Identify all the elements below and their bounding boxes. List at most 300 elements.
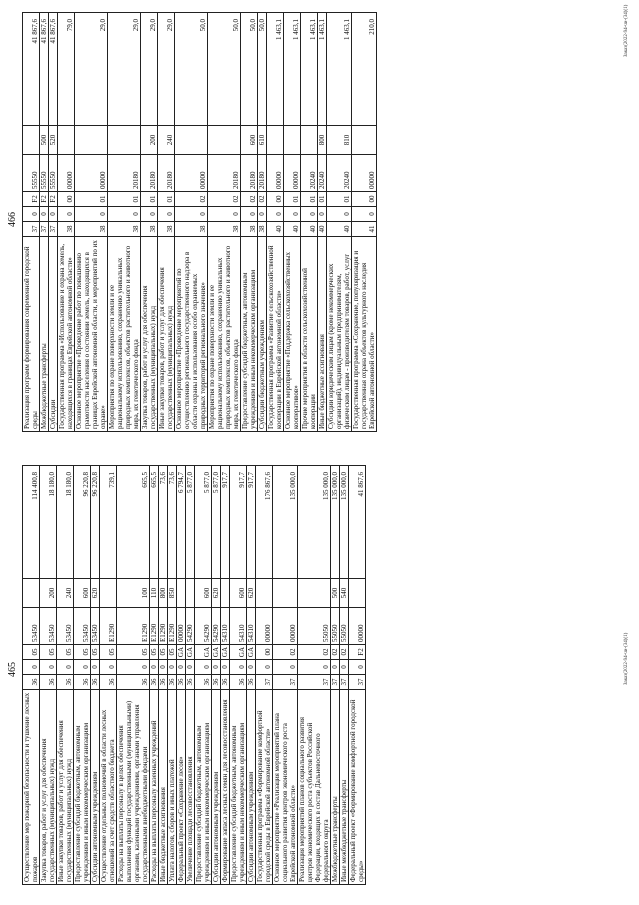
amount: 917,7 bbox=[230, 466, 247, 579]
program-code: 38 bbox=[258, 222, 267, 237]
amount: 73,6 bbox=[168, 466, 177, 579]
amount: 1 463,1 bbox=[301, 13, 318, 126]
program-code: 37 bbox=[49, 222, 58, 237]
expense-type: 200 bbox=[141, 126, 158, 155]
table-row bbox=[301, 13, 318, 432]
amount: 96 220,8 bbox=[74, 466, 91, 579]
target-code: 55050 bbox=[331, 608, 340, 645]
page-footer: Заказ(2022-94-чи-(34)(1) bbox=[624, 632, 629, 685]
table-row bbox=[168, 466, 177, 885]
table-row bbox=[186, 466, 195, 885]
direction-code: 05 bbox=[91, 645, 100, 660]
row-name: Основное мероприятие «Поддержка сельскохозяйственных кооперативов» bbox=[284, 237, 301, 432]
target-code: 55550 bbox=[23, 155, 40, 192]
expense-type bbox=[108, 126, 141, 155]
amount: 79,0 bbox=[58, 13, 75, 126]
direction-code: 00 bbox=[352, 192, 377, 207]
table-row bbox=[349, 466, 366, 885]
target-code: 00000 bbox=[175, 155, 208, 192]
amount: 41 867,6 bbox=[349, 466, 366, 579]
amount: 5 877,0 bbox=[186, 466, 195, 579]
table-row bbox=[23, 466, 40, 885]
direction-code: 05 bbox=[117, 645, 150, 660]
expense-type bbox=[256, 579, 273, 608]
table-row bbox=[58, 13, 75, 432]
amount: 210,0 bbox=[352, 13, 377, 126]
row-name: Увеличение площади лесовосстановления bbox=[186, 690, 195, 885]
subprogram-code: 0 bbox=[23, 660, 40, 675]
expense-type bbox=[23, 579, 40, 608]
table-row bbox=[40, 466, 57, 885]
subprogram-code: 0 bbox=[247, 660, 256, 675]
target-code: 55050 bbox=[298, 608, 331, 645]
program-code: 36 bbox=[186, 675, 195, 690]
program-code: 36 bbox=[74, 675, 91, 690]
direction-code: GA bbox=[230, 645, 247, 660]
subprogram-code: 0 bbox=[175, 207, 208, 222]
direction-code: 02 bbox=[340, 645, 349, 660]
table-row bbox=[40, 13, 49, 432]
direction-code: 01 bbox=[318, 192, 327, 207]
subprogram-code: 0 bbox=[273, 660, 298, 675]
direction-code: F2 bbox=[40, 192, 49, 207]
subprogram-code: 0 bbox=[349, 660, 366, 675]
row-name: Основное мероприятие «Проведение работ по повышению грамотности населения о состоянии земель, находящихся в границах Еврейской автономной области, и мероприятий по их охране» bbox=[75, 237, 108, 432]
table-row bbox=[230, 466, 247, 885]
expense-type bbox=[75, 126, 108, 155]
expense-type: 520 bbox=[49, 126, 58, 155]
amount: 41 867,6 bbox=[40, 13, 49, 126]
direction-code: 01 bbox=[284, 192, 301, 207]
row-name: Предоставление субсидий бюджетным, автономным учреждениям и иным некоммерческим организациям bbox=[241, 237, 258, 432]
program-code: 37 bbox=[349, 675, 366, 690]
program-code: 40 bbox=[301, 222, 318, 237]
target-code: 54290 bbox=[212, 608, 221, 645]
direction-code: 00 bbox=[58, 192, 75, 207]
expense-type: 600 bbox=[195, 579, 212, 608]
direction-code: F2 bbox=[23, 192, 40, 207]
table-row bbox=[284, 13, 301, 432]
row-name: Предоставление субсидий бюджетным, автономным учреждениям и иным некоммерческим организациям bbox=[195, 690, 212, 885]
target-code: 20180 bbox=[141, 155, 158, 192]
amount: 18 180,0 bbox=[40, 466, 57, 579]
table-row bbox=[177, 466, 186, 885]
expense-type bbox=[186, 579, 195, 608]
expense-type: 800 bbox=[159, 579, 168, 608]
amount: 1 463,1 bbox=[267, 13, 284, 126]
amount: 73,6 bbox=[159, 466, 168, 579]
amount: 1 463,1 bbox=[318, 13, 327, 126]
subprogram-code: 0 bbox=[331, 660, 340, 675]
target-code: 54310 bbox=[230, 608, 247, 645]
amount: 29,0 bbox=[158, 13, 175, 126]
row-name: Иные бюджетные ассигнования bbox=[318, 237, 327, 432]
table-row bbox=[258, 13, 267, 432]
amount: 50,0 bbox=[241, 13, 258, 126]
row-name: Расходы на выплаты персоналу казенных учреждений bbox=[150, 690, 159, 885]
direction-code: 00 bbox=[267, 192, 284, 207]
direction-code: GA bbox=[186, 645, 195, 660]
subprogram-code: 0 bbox=[195, 660, 212, 675]
subprogram-code: 0 bbox=[284, 207, 301, 222]
table-row bbox=[175, 13, 208, 432]
amount: 50,0 bbox=[258, 13, 267, 126]
expense-type bbox=[267, 126, 284, 155]
target-code: 00000 bbox=[256, 608, 273, 645]
program-code: 40 bbox=[327, 222, 352, 237]
table-row bbox=[108, 13, 141, 432]
table-row bbox=[91, 466, 100, 885]
direction-code: 01 bbox=[108, 192, 141, 207]
direction-code: 02 bbox=[331, 645, 340, 660]
amount: 917,7 bbox=[247, 466, 256, 579]
direction-code: F2 bbox=[349, 645, 366, 660]
amount: 917,7 bbox=[221, 466, 230, 579]
row-name: Государственная программа «Формирование комфортной городской среды в Еврейской автономной области» bbox=[256, 690, 273, 885]
direction-code: 01 bbox=[158, 192, 175, 207]
table-row bbox=[49, 13, 58, 432]
row-name: Субсидии bbox=[49, 237, 58, 432]
target-code: 54310 bbox=[247, 608, 256, 645]
row-name: Субсидии автономным учреждениям bbox=[212, 690, 221, 885]
row-name: Иные межбюджетные трансферты bbox=[340, 690, 349, 885]
amount: 29,0 bbox=[75, 13, 108, 126]
subprogram-code: 0 bbox=[168, 660, 177, 675]
row-name: Основное мероприятие «Реализация мероприятий плана социального развития центров экономического роста Еврейской автономной области» bbox=[273, 690, 298, 885]
expense-type: 500 bbox=[331, 579, 340, 608]
subprogram-code: 0 bbox=[258, 207, 267, 222]
row-name: Государственная программа «Развитие сельскохозяйственной кооперации в Еврейской автономной области» bbox=[267, 237, 284, 432]
table-row bbox=[208, 13, 241, 432]
subprogram-code: 0 bbox=[150, 660, 159, 675]
expense-type: 850 bbox=[168, 579, 177, 608]
program-code: 38 bbox=[58, 222, 75, 237]
amount: 96 220,8 bbox=[91, 466, 100, 579]
subprogram-code: 0 bbox=[318, 207, 327, 222]
subprogram-code: 0 bbox=[49, 207, 58, 222]
expense-type: 110 bbox=[150, 579, 159, 608]
row-name: Федеральный проект «Сохранение лесов» bbox=[177, 690, 186, 885]
target-code: 00000 bbox=[267, 155, 284, 192]
row-name: Реализация программ формирования современной городской среды bbox=[23, 237, 40, 432]
table-row bbox=[141, 13, 158, 432]
page-466 bbox=[0, 0, 639, 452]
program-code: 36 bbox=[168, 675, 177, 690]
table-row bbox=[340, 466, 349, 885]
target-code: 20180 bbox=[241, 155, 258, 192]
program-code: 36 bbox=[177, 675, 186, 690]
direction-code: 02 bbox=[208, 192, 241, 207]
program-code: 38 bbox=[108, 222, 141, 237]
table-row bbox=[327, 13, 352, 432]
target-code: 20180 bbox=[258, 155, 267, 192]
table-row bbox=[352, 13, 377, 432]
table-row bbox=[195, 466, 212, 885]
target-code: 20180 bbox=[208, 155, 241, 192]
expense-type: 620 bbox=[212, 579, 221, 608]
row-name: Формирование запаса лесных семян для лесовосстановления bbox=[221, 690, 230, 885]
amount: 29,0 bbox=[141, 13, 158, 126]
amount: 18 180,0 bbox=[57, 466, 74, 579]
target-code: 55550 bbox=[40, 155, 49, 192]
program-code: 40 bbox=[318, 222, 327, 237]
page-number: 466 bbox=[7, 212, 18, 227]
row-name: Государственная программа «Сохранение, популяризация и государственная охрана объектов культурного наследия Еврейской автономной области» bbox=[352, 237, 377, 432]
expense-type: 240 bbox=[57, 579, 74, 608]
subprogram-code: 0 bbox=[340, 660, 349, 675]
direction-code: GA bbox=[247, 645, 256, 660]
subprogram-code: 0 bbox=[40, 660, 57, 675]
target-code: 53450 bbox=[74, 608, 91, 645]
budget-table-right bbox=[22, 12, 377, 432]
target-code: 53450 bbox=[91, 608, 100, 645]
target-code: E1290 bbox=[150, 608, 159, 645]
row-name: Предоставление субсидий бюджетным, автономным учреждениям и иным некоммерческим организациям bbox=[230, 690, 247, 885]
amount: 176 867,6 bbox=[256, 466, 273, 579]
expense-type: 100 bbox=[117, 579, 150, 608]
subprogram-code: 0 bbox=[221, 660, 230, 675]
expense-type: 800 bbox=[318, 126, 327, 155]
subprogram-code: 0 bbox=[158, 207, 175, 222]
row-name: Субсидии бюджетным учреждениям bbox=[258, 237, 267, 432]
program-code: 36 bbox=[23, 675, 40, 690]
expense-type: 500 bbox=[40, 126, 49, 155]
expense-type bbox=[352, 126, 377, 155]
expense-type: 620 bbox=[247, 579, 256, 608]
amount: 135 000,0 bbox=[340, 466, 349, 579]
program-code: 40 bbox=[267, 222, 284, 237]
subprogram-code: 0 bbox=[100, 660, 117, 675]
row-name: Мероприятия по охране поверхности земли и ее рациональному использованию, сохранению уникальных природных комплексов, объектов растительного и животного мира, их генетического фонда bbox=[208, 237, 241, 432]
amount: 41 867,6 bbox=[23, 13, 40, 126]
expense-type bbox=[177, 579, 186, 608]
expense-type: 810 bbox=[327, 126, 352, 155]
program-code: 38 bbox=[175, 222, 208, 237]
program-code: 36 bbox=[247, 675, 256, 690]
table-row bbox=[247, 466, 256, 885]
subprogram-code: 0 bbox=[352, 207, 377, 222]
amount: 50,0 bbox=[175, 13, 208, 126]
row-name: Мероприятия по охране поверхности земли и ее рациональному использованию, сохранению уникальных природных комплексов, объектов растительного и животного мира, их генетического фонда bbox=[108, 237, 141, 432]
subprogram-code: 0 bbox=[40, 207, 49, 222]
subprogram-code: 0 bbox=[75, 207, 108, 222]
direction-code: 02 bbox=[241, 192, 258, 207]
amount: 665,5 bbox=[150, 466, 159, 579]
subprogram-code: 0 bbox=[256, 660, 273, 675]
direction-code: 05 bbox=[150, 645, 159, 660]
target-code: 20240 bbox=[301, 155, 318, 192]
expense-type bbox=[221, 579, 230, 608]
row-name: Государственная программа «Использование и охрана земель, находящихся в границах Еврейской автономной области» bbox=[58, 237, 75, 432]
direction-code: 01 bbox=[75, 192, 108, 207]
table-row bbox=[331, 466, 340, 885]
row-name: Предоставление субсидий бюджетным, автономным учреждениям и иным некоммерческим организациям bbox=[74, 690, 91, 885]
direction-code: 05 bbox=[40, 645, 57, 660]
row-name: Федеральный проект «Формирование комфортной городской среды» bbox=[349, 690, 366, 885]
amount: 135 000,0 bbox=[273, 466, 298, 579]
amount: 41 867,6 bbox=[49, 13, 58, 126]
expense-type: 610 bbox=[258, 126, 267, 155]
table-row bbox=[212, 466, 221, 885]
amount: 29,0 bbox=[108, 13, 141, 126]
target-code: 55050 bbox=[340, 608, 349, 645]
subprogram-code: 0 bbox=[91, 660, 100, 675]
target-code: 53450 bbox=[57, 608, 74, 645]
subprogram-code: 0 bbox=[208, 207, 241, 222]
target-code: 00000 bbox=[58, 155, 75, 192]
target-code: 00000 bbox=[75, 155, 108, 192]
program-code: 36 bbox=[117, 675, 150, 690]
subprogram-code: 0 bbox=[301, 207, 318, 222]
amount: 665,5 bbox=[117, 466, 150, 579]
row-name: Осуществление мер пожарной безопасности и тушение лесных пожаров bbox=[23, 690, 40, 885]
row-name: Закупка товаров, работ и услуг для обеспечения государственных (муниципальных) нужд bbox=[141, 237, 158, 432]
program-code: 36 bbox=[159, 675, 168, 690]
expense-type bbox=[208, 126, 241, 155]
target-code: 55550 bbox=[49, 155, 58, 192]
row-name: Осуществление отдельных полномочий в области лесных отношений за счет средств областного бюджета bbox=[100, 690, 117, 885]
program-code: 40 bbox=[284, 222, 301, 237]
program-code: 36 bbox=[230, 675, 247, 690]
table-row bbox=[158, 13, 175, 432]
direction-code: 05 bbox=[23, 645, 40, 660]
expense-type bbox=[100, 579, 117, 608]
expense-type bbox=[349, 579, 366, 608]
table-row bbox=[241, 13, 258, 432]
row-name: Расходы на выплаты персоналу в целях обеспечения выполнения функций государственными (муниципальными) органами, казенными учреждениями, органами управления государственными внебюджетными фондами bbox=[117, 690, 150, 885]
expense-type bbox=[273, 579, 298, 608]
page-465 bbox=[0, 453, 639, 905]
target-code: 54290 bbox=[186, 608, 195, 645]
program-code: 38 bbox=[75, 222, 108, 237]
amount: 6 794,7 bbox=[177, 466, 186, 579]
program-code: 36 bbox=[212, 675, 221, 690]
amount: 1 463,1 bbox=[284, 13, 301, 126]
program-code: 38 bbox=[208, 222, 241, 237]
expense-type: 600 bbox=[241, 126, 258, 155]
program-code: 36 bbox=[57, 675, 74, 690]
table-row bbox=[298, 466, 331, 885]
row-name: Межбюджетные трансферты bbox=[331, 690, 340, 885]
table-row bbox=[117, 466, 150, 885]
target-code: 00000 bbox=[349, 608, 366, 645]
direction-code: 02 bbox=[273, 645, 298, 660]
subprogram-code: 0 bbox=[141, 207, 158, 222]
table-row bbox=[256, 466, 273, 885]
row-name: Иные закупки товаров, работ и услуг для обеспечения государственных (муниципальных) нужд bbox=[158, 237, 175, 432]
row-name: Иные бюджетные ассигнования bbox=[159, 690, 168, 885]
target-code: 53450 bbox=[40, 608, 57, 645]
program-code: 36 bbox=[100, 675, 117, 690]
subprogram-code: 0 bbox=[177, 660, 186, 675]
table-row bbox=[23, 13, 40, 432]
program-code: 37 bbox=[331, 675, 340, 690]
table-row bbox=[100, 466, 117, 885]
expense-type: 240 bbox=[158, 126, 175, 155]
target-code: E1290 bbox=[100, 608, 117, 645]
direction-code: 02 bbox=[175, 192, 208, 207]
row-name: Иные закупки товаров, работ и услуг для обеспечения государственных (муниципальных) нужд bbox=[57, 690, 74, 885]
target-code: 00000 bbox=[352, 155, 377, 192]
program-code: 37 bbox=[23, 222, 40, 237]
target-code: 54290 bbox=[195, 608, 212, 645]
subprogram-code: 0 bbox=[327, 207, 352, 222]
program-code: 36 bbox=[150, 675, 159, 690]
program-code: 37 bbox=[256, 675, 273, 690]
expense-type bbox=[298, 579, 331, 608]
page-number: 465 bbox=[7, 662, 18, 677]
program-code: 36 bbox=[195, 675, 212, 690]
direction-code: 05 bbox=[159, 645, 168, 660]
row-name: Межбюджетные трансферты bbox=[40, 237, 49, 432]
expense-type: 200 bbox=[40, 579, 57, 608]
row-name: Субсидии автономным учреждениям bbox=[91, 690, 100, 885]
row-name: Основное мероприятие «Проведение мероприятий по осуществлению регионального государственного надзора в области охраны и использования особо охраняемых природных территорий регионального значения» bbox=[175, 237, 208, 432]
subprogram-code: 0 bbox=[212, 660, 221, 675]
table-row bbox=[318, 13, 327, 432]
direction-code: 05 bbox=[100, 645, 117, 660]
subprogram-code: 0 bbox=[108, 207, 141, 222]
row-name: Закупка товаров, работ и услуг для обеспечения государственных (муниципальных) нужд bbox=[40, 690, 57, 885]
direction-code: GA bbox=[221, 645, 230, 660]
expense-type: 540 bbox=[340, 579, 349, 608]
table-row bbox=[159, 466, 168, 885]
direction-code: 01 bbox=[301, 192, 318, 207]
program-code: 37 bbox=[340, 675, 349, 690]
target-code: 00000 bbox=[284, 155, 301, 192]
expense-type: 620 bbox=[91, 579, 100, 608]
target-code: 54310 bbox=[221, 608, 230, 645]
subprogram-code: 0 bbox=[241, 207, 258, 222]
direction-code: 05 bbox=[168, 645, 177, 660]
expense-type bbox=[175, 126, 208, 155]
direction-code: 02 bbox=[298, 645, 331, 660]
subprogram-code: 0 bbox=[57, 660, 74, 675]
direction-code: 05 bbox=[57, 645, 74, 660]
program-code: 38 bbox=[241, 222, 258, 237]
direction-code: 05 bbox=[74, 645, 91, 660]
table-row bbox=[75, 13, 108, 432]
amount: 50,0 bbox=[208, 13, 241, 126]
table-row bbox=[74, 466, 91, 885]
program-code: 36 bbox=[221, 675, 230, 690]
expense-type: 600 bbox=[230, 579, 247, 608]
row-name: Уплата налогов, сборов и иных платежей bbox=[168, 690, 177, 885]
target-code: 00000 bbox=[177, 608, 186, 645]
target-code: 00000 bbox=[273, 608, 298, 645]
expense-type bbox=[23, 126, 40, 155]
target-code: 20180 bbox=[158, 155, 175, 192]
amount: 739,1 bbox=[100, 466, 117, 579]
program-code: 41 bbox=[352, 222, 377, 237]
amount: 135 000,0 bbox=[331, 466, 340, 579]
program-code: 37 bbox=[40, 222, 49, 237]
amount: 5 877,0 bbox=[212, 466, 221, 579]
subprogram-code: 0 bbox=[267, 207, 284, 222]
direction-code: F2 bbox=[49, 192, 58, 207]
table-row bbox=[221, 466, 230, 885]
direction-code: GA bbox=[195, 645, 212, 660]
target-code: 20240 bbox=[318, 155, 327, 192]
row-name: Субсидии автономным учреждениям bbox=[247, 690, 256, 885]
expense-type bbox=[284, 126, 301, 155]
target-code: 20180 bbox=[108, 155, 141, 192]
program-code: 37 bbox=[273, 675, 298, 690]
expense-type: 600 bbox=[74, 579, 91, 608]
amount: 114 400,8 bbox=[23, 466, 40, 579]
subprogram-code: 0 bbox=[298, 660, 331, 675]
direction-code: 00 bbox=[256, 645, 273, 660]
